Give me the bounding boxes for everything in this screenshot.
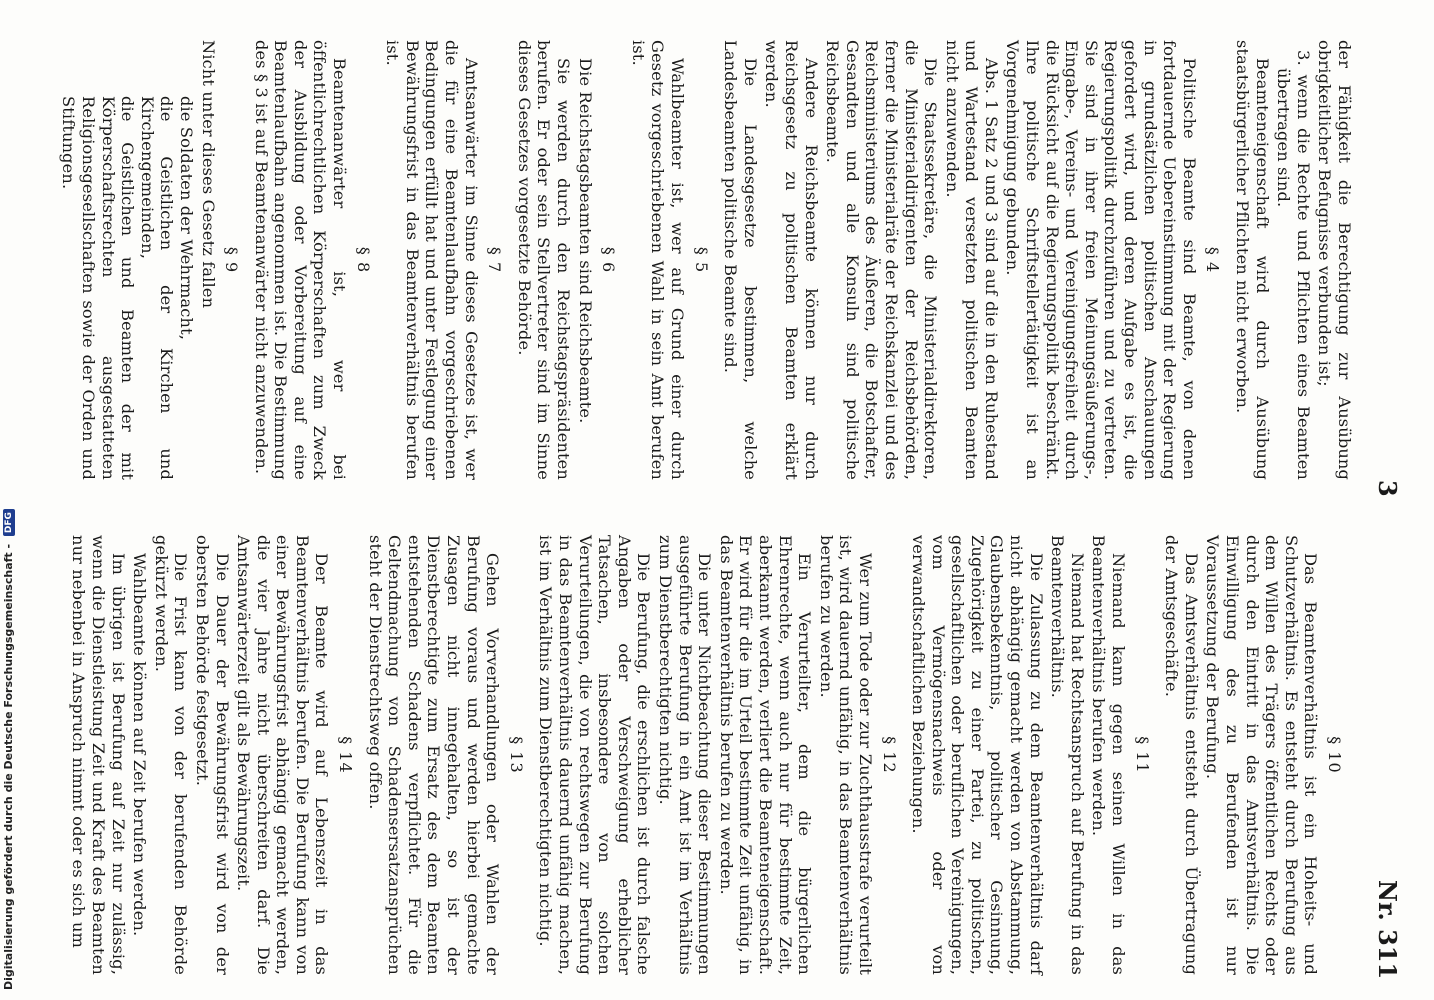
paragraph: Wer zum Tode oder zur Zuchthausstrafe verurteilt ist, wird dauernd unfähig, in das Beamtenverhältnis berufen zu werden. bbox=[816, 535, 875, 975]
paragraph: Andere Reichsbeamte können nur durch Reichsgesetz zu politischen Beamten erklärt werden. bbox=[762, 40, 821, 480]
paragraph: Gehen Vorverhandlungen oder Wahlen der Berufung voraus und werden hierbei gemachte Zusagen nicht innegehalten, so ist der Dienstberechtigte zum Ersatz des dem Beamten entstehenden Schadens verpflichtet. Für die Geltendmachung von Schadensersatzansprüchen steht der Dienstrechtsweg offen. bbox=[365, 535, 503, 975]
paragraph: Die Frist kann von der berufenden Behörde gekürzt werden. bbox=[151, 535, 191, 975]
paragraph: Die Zulassung zu dem Beamtenverhältnis darf nicht abhängig gemacht werden von Abstammung, Glaubensbekenntnis, politischer Gesinnung, Zugehörigkeit zu einer Partei, zu politischen, gesellschaftlichen oder beruflichen Vereinigungen, vom Vermögensnachweis oder von verwandtschaftlichen Beziehungen. bbox=[909, 535, 1046, 975]
paragraph: Politische Beamte sind Beamte, von denen fortdauernde Uebereinstimmung mit der Regierung in grundsätzlichen politischen Anschauungen gefordert wird, und deren Aufgabe es ist, die Regierungspolitik durchzuführen und zu vertreten. Sie sind in ihrer freien Meinungsäußerungs-, Eingabe-, Vereins- und Vereinigungsfreiheit durch die Rücksicht auf die Regierungspolitik beschränkt. Ihre politische Schriftstellertätigkeit ist an Vorgenehmigung gebunden. bbox=[1003, 40, 1199, 480]
paragraph: Wahlbeamte können auf Zeit berufen werden. bbox=[130, 553, 150, 937]
paragraph: Niemand hat Rechtsanspruch auf Berufung in das Beamtenverhältnis. bbox=[1048, 535, 1087, 975]
section-heading: § 12 bbox=[879, 736, 899, 774]
paragraph: die Geistlichen und Beamten der mit Körperschaftsrechten ausgestatteten Religionsgesellschaften sowie der Orden und Stiftungen. bbox=[59, 96, 138, 480]
paragraph: Die Reichstagsbeamten sind Reichsbeamte. bbox=[575, 58, 595, 424]
paragraph: Im übrigen ist Berufung auf Zeit nur zulässig, wenn die Dienstleistung Zeit und Kraft des Beamten nur nebenbei in Anspruch nimmt oder es sich um bbox=[69, 535, 128, 975]
footer bbox=[2, 0, 32, 1000]
paragraph: Das Beamtenverhältnis ist ein Hoheits- und Schutzverhältnis. Es entsteht durch Berufung aus dem Willen des Trägers öffentlichen Rechts oder durch den Eintritt in das Amtsverhältnis. Die Einwilligung des zu Berufenden ist nur Voraussetzung der Berufung. bbox=[1203, 535, 1321, 975]
paragraph: Der Beamte wird auf Lebenszeit in das Beamtenverhältnis berufen. Die Berufung kann von einer Bewährungsfrist abhängig gemacht werden, die vier Jahre nicht überschreiten darf. Die Amtsanwärterzeit gilt als Bewährungszeit. bbox=[234, 535, 332, 975]
paragraph: Die Staatssekretäre, die Ministerialdirektoren, die Ministerialdirigenten der Reichsbehörden, ferner die Ministerialräte der Reichskanzlei und des Reichsministeriums des Äußeren, die Botschafter, Gesandten und alle Konsuln sind politische Reichsbeamte. bbox=[823, 40, 941, 480]
paragraph: die Geistlichen der Kirchen und Kirchengemeinden, bbox=[137, 96, 177, 480]
section-heading: § 13 bbox=[506, 736, 526, 774]
paragraph: die Soldaten der Wehrmacht, bbox=[176, 96, 196, 341]
section-heading: § 9 bbox=[222, 246, 242, 274]
section-heading: § 10 bbox=[1325, 736, 1344, 774]
paragraph: Die unter Nichtbeachtung dieser Bestimmungen ausgeführte Berufung in ein Amt ist im Verhältnis zum Dienstberechtigten nichtig. bbox=[656, 535, 715, 975]
paragraph: Das Amtsverhältnis entsteht durch Übertragung der Amtsgeschäfte. bbox=[1162, 535, 1201, 975]
paragraph: Amtsanwärter im Sinne dieses Gesetzes ist, wer die für eine Beamtenlaufbahn vorgeschriebenen Bedingungen erfüllt hat und unter Festlegung einer Bewährungsfrist in das Beamtenverhältnis berufen ist. bbox=[383, 40, 481, 480]
section-heading: § 4 bbox=[1203, 246, 1223, 274]
paragraph: Die Dauer der Bewährungsfrist wird von der obersten Behörde festgesetzt. bbox=[192, 535, 232, 975]
footer-text: Digitalisierung gefördert durch die Deutsche Forschungsgemeinschaft - bbox=[2, 543, 15, 990]
paragraph: Abs. 1 Satz 2 und 3 sind auf die in den Ruhestand und Wartestand versetzten politischen Beamten nicht anzuwenden. bbox=[942, 40, 1001, 480]
page-header bbox=[1368, 0, 1408, 1000]
dfg-logo: DFG bbox=[3, 509, 15, 536]
section-heading: § 8 bbox=[353, 246, 373, 274]
section-heading: § 14 bbox=[336, 736, 356, 774]
paragraph: Wahlbeamter ist, wer auf Grund einer durch Gesetz vorgeschriebenen Wahl in sein Amt berufen ist. bbox=[628, 40, 687, 480]
paragraph: Die Landesgesetze bestimmen, welche Landesbeamten politische Beamte sind. bbox=[721, 40, 760, 480]
section-heading: § 7 bbox=[485, 246, 505, 274]
section-heading: § 11 bbox=[1132, 736, 1152, 774]
paragraph: 3. wenn die Rechte und Pflichten eines Beamten übertragen sind. bbox=[1274, 50, 1313, 480]
right-column bbox=[67, 535, 1354, 975]
issue-number: Nr. 311 bbox=[1373, 880, 1402, 980]
paragraph: Beamteneigenschaft wird durch Ausübung staatsbürgerlicher Pflichten nicht erworben. bbox=[1233, 40, 1272, 480]
paragraph: Beamtenanwärter ist, wer bei öffentlichrechtlichen Körperschaften zum Zweck der Ausbildung oder Vorbereitung auf eine Beamtenlaufbahn angenommen ist. Die Bestimmung des § 3 ist auf Beamtenanwärter nicht anzuwenden. bbox=[251, 40, 350, 480]
page-number: 3 bbox=[1373, 480, 1402, 497]
paragraph: Sie werden durch den Reichstagspräsidenten berufen. Er oder sein Stellvertreter sind im Sinne dieses Gesetzes vorgesetzte Behörde. bbox=[514, 40, 574, 480]
paragraph: Ein Verurteilter, dem die bürgerlichen Ehrenrechte, wenn auch nur für bestimmte Zeit, aberkannt werden, verliert die Beamteneigenschaft. Er wird für die im Urteil bestimmte Zeit unfähig, in das Beamtenverhältnis berufen zu werden. bbox=[716, 535, 815, 975]
section-heading: § 6 bbox=[599, 246, 619, 274]
left-column bbox=[59, 40, 1354, 480]
paragraph: Nicht unter dieses Gesetz fallen bbox=[198, 40, 218, 309]
paragraph: Niemand kann gegen seinen Willen in das Beamtenverhältnis berufen werden. bbox=[1089, 535, 1129, 975]
section-heading: § 5 bbox=[691, 246, 711, 274]
paragraph: Die Berufung, die erschlichen ist durch falsche Angaben oder Verschweigung erheblicher Tatsachen, insbesondere von solchen Verurteilungen, die von rechtswegen zur Berufung in das Beamtenverhältnis dauernd unfähig machen, ist im Verhältnis zum Dienstberechtigten nichtig. bbox=[536, 535, 654, 975]
paragraph: der Fähigkeit die Berechtigung zur Ausübung obrigkeitlicher Befugnisse verbunden ist; bbox=[1315, 40, 1354, 480]
